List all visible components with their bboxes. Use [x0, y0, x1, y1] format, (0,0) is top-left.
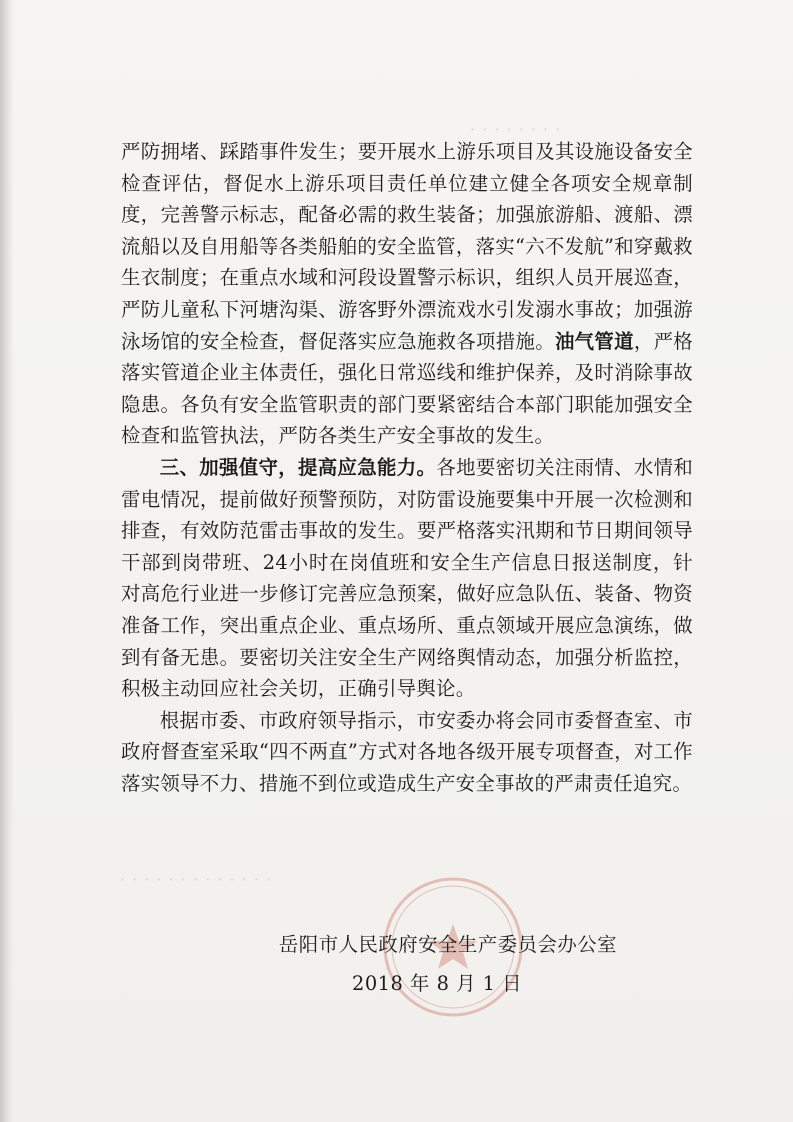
signature-date: 2018 年 8 月 1 日: [352, 972, 523, 995]
paragraph-text: 严防拥堵、踩踏事件发生；要开展水上游乐项目及其设施设备安全检查评估，督促水上游乐项目责任单位建立健全各项安全规章制度，完善警示标志，配备必需的救生装备；加强旅游船、渡船、漂流船以及自用船等各类船舶的安全监管，落实“六不发航”和穿戴救生衣制度；在重点水域和河段设置警示标识，组织人员开展巡查，严防儿童私下河塘沟渠、游客野外漂流戏水引发溺水事故；加强游泳场馆的安全检查，督促落实应急施救各项措施。: [121, 140, 693, 353]
paragraph-continuation: [121, 136, 693, 452]
paragraph-text: ，严格落实管道企业主体责任，强化日常巡线和维护保养，及时消除事故隐患。各负有安全监管职责的部门要紧密结合本部门职能加强安全检查和监管执法，严防各类生产安全事故的发生。: [121, 329, 693, 448]
paragraph-section-3: [121, 452, 693, 705]
signature-organization: 岳阳市人民政府安全生产委员会办公室: [278, 933, 618, 956]
scan-edge-shadow: [0, 0, 14, 1122]
document-body: [121, 136, 693, 799]
section-heading: 三、加强值守，提高应急能力。: [159, 455, 437, 479]
bleed-through-mark: · · · · · · · · · · · · ·: [120, 870, 273, 889]
bold-keyword: 油气管道: [554, 329, 634, 353]
paragraph-closing: 根据市委、市政府领导指示，市安委办将会同市委督查室、市政府督查室采取“四不两直”方式对各地各级开展专项督查，对工作落实领导不力、措施不到位或造成生产安全事故的严肃责任追究。: [121, 708, 693, 795]
paragraph-text: 各地要密切关注雨情、水情和雷电情况，提前做好预警预防，对防雷设施要集中开展一次检测和排查，有效防范雷击事故的发生。要严格落实汛期和节日期间领导干部到岗带班、24小时在岗值班和安全生产信息日报送制度，针对高危行业进一步修订完善应急预案，做好应急队伍、装备、物资准备工作，突出重点企业、重点场所、重点领域开展应急演练，做到有备无患。要密切关注安全生产网络舆情动态，加强分析监控，积极主动回应社会关切，正确引导舆论。: [121, 455, 694, 701]
bleed-through-mark: · · · · · · · ·: [470, 120, 562, 139]
